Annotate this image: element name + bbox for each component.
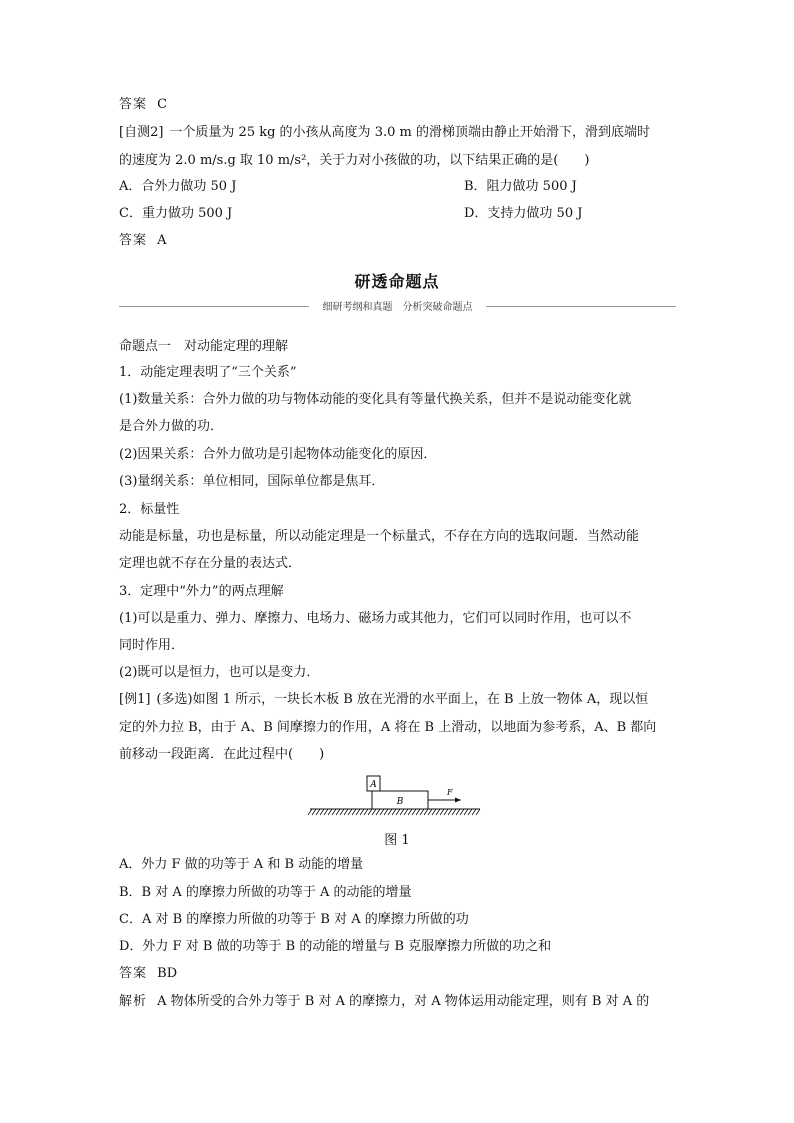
hatch-mark [464,809,468,815]
hatch-mark [468,809,472,815]
hatch-mark [396,809,400,815]
hatch-mark [424,809,428,815]
option-a: A．合外力做功 50 J [119,179,237,194]
hatch-mark [408,809,412,815]
hatch-mark [476,809,480,815]
option-b: B．阻力做功 500 J [464,179,577,194]
example-line [119,691,676,709]
hatch-mark [412,809,416,815]
answer-label: 答案 [119,97,148,112]
example-line: 前移动一段距离．在此过程中( ) [119,747,325,762]
paragraph-line: (2)因果关系：合外力做功是引起物体动能变化的原因． [119,447,437,462]
hatch-mark [392,809,396,815]
figure-caption: 图 1 [384,833,410,848]
hatch-mark [368,809,372,815]
subheading: 1．动能定理表明了“三个关系” [119,365,297,380]
hatch-mark [420,809,424,815]
paragraph-line: 定理也就不存在分量的表达式． [119,556,302,571]
analysis-label: 解析 [119,994,148,1009]
question-tag: [自测2] [119,125,164,140]
paragraph-line: (1)数量关系：合外力做的功与物体动能的变化具有等量代换关系，但并不是说动能变化就 [119,392,632,407]
hatch-mark [432,809,436,815]
hatch-mark [448,809,452,815]
hatch-mark [336,809,340,815]
hatch-mark [436,809,440,815]
hatch-mark [308,809,312,815]
label-a: A [370,780,377,790]
hatch-mark [400,809,404,815]
example-line: 定的外力拉 B，由于 A、B 间摩擦力的作用，A 将在 B 上滑动，以地面为参考系，A、B 都向 [119,720,657,735]
answer-label: 答案 [119,966,148,981]
answer-value: BD [157,966,178,981]
hatch-mark [328,809,332,815]
hatch-mark [356,809,360,815]
label-b: B [396,797,404,807]
divider [486,306,676,307]
paragraph-line: (3)量纲关系：单位相同，国际单位都是焦耳． [119,474,385,489]
answer-value: A [157,233,167,248]
answer-label: 答案 [119,233,148,248]
paragraph-line: 是合外力做的功． [119,419,224,434]
hatch-mark [428,809,432,815]
option-line: B．B 对 A 的摩擦力所做的功等于 A 的动能的增量 [119,885,412,900]
hatch-mark [360,809,364,815]
paragraph-line: 同时作用． [119,638,185,653]
paragraph-line: (2)既可以是恒力，也可以是变力． [119,665,320,680]
option-line: A．外力 F 做的功等于 A 和 B 动能的增量 [119,857,364,872]
hatch-mark [444,809,448,815]
question-line [119,152,676,170]
hatch-mark [376,809,380,815]
subheading: 2．标量性 [119,502,180,517]
analysis-line [119,993,676,1011]
paragraph-line: 动能是标量，功也是标量，所以动能定理是一个标量式，不存在方向的选取问题．当然动能 [119,529,640,544]
analysis-text: A 物体所受的合外力等于 B 对 A 的摩擦力，对 A 物体运用动能定理，则有 B 对 A 的 [157,994,650,1009]
hatch-mark [404,809,408,815]
hatch-mark [440,809,444,815]
options-row [119,178,676,196]
hatch-mark [348,809,352,815]
hatch-mark [456,809,460,815]
answer-row [119,96,676,114]
hatch-mark [380,809,384,815]
subheading: 3．定理中“外力”的两点理解 [119,584,284,599]
hatch-mark [472,809,476,815]
answer-value: C [157,97,168,112]
hatch-mark [316,809,320,815]
label-f: F [447,788,453,797]
example-text: (多选)如图 1 所示，一块长木板 B 放在光滑的水平面上，在 B 上放一物体 A，现以恒 [156,692,649,707]
section-title: 研透命题点 [354,272,440,291]
arrow-head [455,798,461,803]
option-c: C．重力做功 500 J [119,206,233,221]
question-text: 一个质量为 25 kg 的小孩从高度为 3.0 m 的滑梯顶端由静止开始滑下，滑到底端时 [169,125,650,140]
question-text: 的速度为 2.0 m/s.g 取 10 m/s²，关于力对小孩做的功，以下结果正确的是( ) [119,153,590,168]
hatch-mark [384,809,388,815]
paragraph-line: (1)可以是重力、弹力、摩擦力、电场力、磁场力或其他力，它们可以同时作用，也可以不 [119,611,632,626]
hatch-mark [372,809,376,815]
example-tag: [例1] [119,692,151,707]
hatch-mark [324,809,328,815]
answer-row [119,232,676,250]
hatch-mark [416,809,420,815]
option-line: C．A 对 B 的摩擦力所做的功等于 B 对 A 的摩擦力所做的功 [119,912,469,927]
answer-row [119,965,676,983]
option-line: D．外力 F 对 B 做的功等于 B 的动能的增量与 B 克服摩擦力所做的功之和 [119,939,552,954]
section-subtitle-row [119,298,676,314]
option-d: D．支持力做功 50 J [464,206,583,221]
hatch-mark [364,809,368,815]
hatch-mark [320,809,324,815]
question-line [119,124,676,142]
options-row [119,205,676,223]
ground-hatching [308,809,480,815]
hatch-mark [344,809,348,815]
topic-title: 命题点一 对动能定理的理解 [119,339,289,354]
hatch-mark [460,809,464,815]
hatch-mark [312,809,316,815]
hatch-mark [452,809,456,815]
hatch-mark [332,809,336,815]
figure-diagram [305,770,485,820]
hatch-mark [388,809,392,815]
hatch-mark [352,809,356,815]
section-subtitle: 细研考纲和真题 分析突破命题点 [322,302,473,313]
hatch-mark [340,809,344,815]
